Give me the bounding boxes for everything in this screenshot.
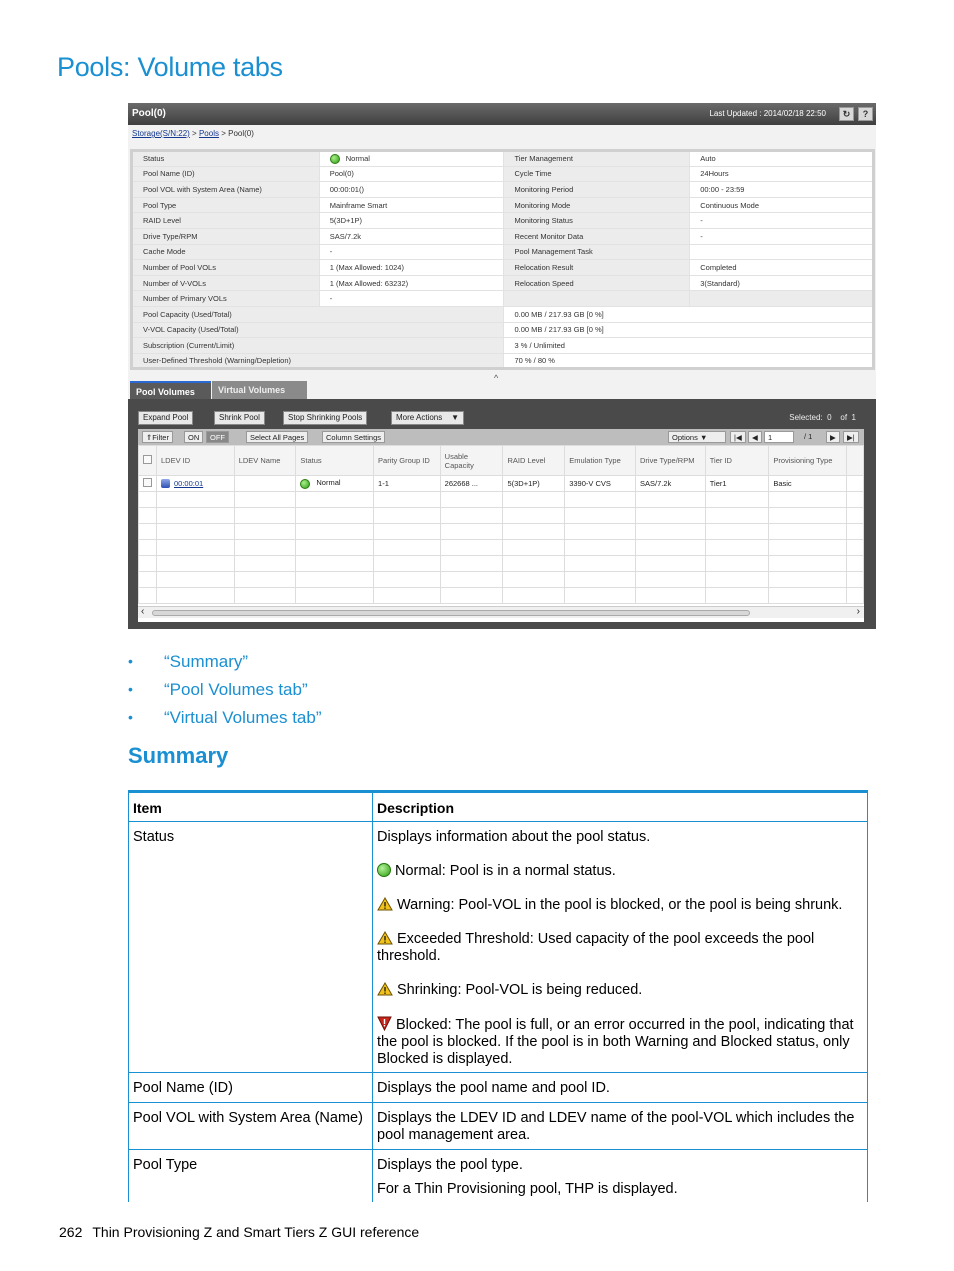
col-usable-capacity[interactable]: Usable Capacity [440, 446, 503, 476]
summary-row [132, 260, 874, 276]
ref-item: Pool VOL with System Area (Name) [129, 1103, 373, 1150]
tier-id-cell: Tier1 [705, 476, 769, 492]
ref-row-pool-name [129, 1073, 868, 1103]
pool-volumes-table [138, 445, 864, 604]
ref-item: Pool Name (ID) [129, 1073, 373, 1103]
status-shrinking [377, 982, 863, 999]
breadcrumb-pools[interactable]: Pools [198, 129, 219, 138]
summary-key: Pool Type [132, 197, 320, 213]
collapse-icon[interactable]: ^ [494, 373, 499, 383]
window-title: Pool(0) [132, 108, 166, 119]
pool-type-desc2: For a Thin Provisioning pool, THP is displayed. [377, 1181, 678, 1197]
threshold-warning-icon [377, 931, 393, 945]
summary-value: SAS/7.2k [319, 228, 504, 244]
section-links [128, 652, 321, 736]
normal-status-icon [377, 863, 391, 877]
col-description: Description [373, 792, 868, 822]
summary-value: Completed [690, 260, 874, 276]
options-button[interactable] [668, 431, 726, 443]
summary-row [132, 291, 874, 307]
ref-header-row [129, 792, 868, 822]
summary-value: - [690, 213, 874, 229]
stop-shrinking-button[interactable]: Stop Shrinking Pools [283, 411, 367, 425]
more-actions-label: More Actions [396, 413, 443, 422]
link-summary-text[interactable]: “Summary” [164, 652, 249, 671]
usable-capacity-cell: 262668 ... [440, 476, 503, 492]
summary-value: 3 % / Unlimited [504, 338, 874, 354]
summary-row [132, 213, 874, 229]
bullet: • [128, 653, 133, 669]
summary-key: Number of Pool VOLs [132, 260, 320, 276]
breadcrumb-separator: > [192, 129, 197, 138]
summary-row [132, 197, 874, 213]
first-page-icon[interactable]: |◀ [730, 431, 746, 443]
table-row[interactable] [139, 476, 864, 492]
summary-key: Drive Type/RPM [132, 228, 320, 244]
normal-status-icon [330, 154, 340, 164]
summary-value: 5(3D+1P) [319, 213, 504, 229]
footer-text: Thin Provisioning Z and Smart Tiers Z GUI reference [92, 1224, 420, 1240]
ref-row-pool-vol [129, 1103, 868, 1150]
status-exceeded [377, 931, 863, 965]
summary-key: Number of Primary VOLs [132, 291, 320, 307]
summary-value-empty [690, 291, 874, 307]
last-page-icon[interactable]: ▶| [843, 431, 859, 443]
select-all-checkbox[interactable] [139, 446, 157, 476]
status-blocked-text: Blocked: The pool is full, or an error occurred in the pool, indicating that the pool is blocked. If the pool is in both Warning and Blocked status, only Blocked is displayed. [377, 1017, 854, 1067]
prev-page-icon[interactable]: ◀ [748, 431, 762, 443]
summary-row [132, 182, 874, 198]
summary-value: 0.00 MB / 217.93 GB [0 %] [504, 306, 874, 322]
page-total: / 1 [804, 432, 813, 441]
summary-key: Pool Management Task [504, 244, 690, 260]
page-title: Pools: Volume tabs [57, 52, 283, 82]
page-footer [59, 1224, 419, 1240]
column-settings-button[interactable]: Column Settings [322, 431, 385, 443]
status-warning [377, 897, 863, 914]
ldev-id-link[interactable]: 00:00:01 [174, 478, 204, 488]
drive-type-cell: SAS/7.2k [636, 476, 706, 492]
selected-count: 0 [827, 413, 832, 422]
section-heading: Summary [128, 743, 229, 768]
summary-key: Relocation Speed [504, 275, 690, 291]
empty-row [139, 556, 864, 572]
col-drive-type[interactable]: Drive Type/RPM [636, 446, 706, 476]
summary-key: Monitoring Status [504, 213, 690, 229]
summary-row [132, 166, 874, 182]
volume-tabs [128, 381, 876, 399]
breadcrumb-current: Pool(0) [228, 129, 254, 138]
summary-key: Subscription (Current/Limit) [132, 338, 504, 354]
spacer-cell [847, 476, 864, 492]
breadcrumb-separator: > [221, 129, 226, 138]
summary-row [132, 275, 874, 291]
summary-value: 24Hours [690, 166, 874, 182]
link-summary[interactable] [128, 652, 321, 680]
filter-off-toggle[interactable]: OFF [206, 431, 229, 443]
summary-key: Status [132, 151, 320, 167]
summary-value: Mainframe Smart [319, 197, 504, 213]
raid-level-cell: 5(3D+1P) [503, 476, 565, 492]
summary-key: Pool Capacity (Used/Total) [132, 306, 504, 322]
summary-wide-row [132, 353, 874, 369]
summary-key-empty [504, 291, 690, 307]
ref-description: Displays the LDEV ID and LDEV name of the pool-VOL which includes the pool management area. [373, 1103, 868, 1150]
status-cell [296, 476, 374, 492]
summary-value: 3(Standard) [690, 275, 874, 291]
selection-count [789, 413, 856, 422]
summary-key: Number of V-VOLs [132, 275, 320, 291]
window-titlebar [128, 103, 876, 125]
summary-wide-row [132, 306, 874, 322]
pool-summary-table [130, 149, 875, 370]
summary-value [690, 244, 874, 260]
ref-item: Pool Type [129, 1150, 373, 1203]
tab-pool-volumes[interactable]: Pool Volumes [130, 381, 211, 399]
ref-row-pool-type [129, 1150, 868, 1203]
status-blocked [377, 1016, 863, 1068]
col-tier-id[interactable]: Tier ID [705, 446, 769, 476]
col-spacer [847, 446, 864, 476]
summary-value: - [690, 228, 874, 244]
next-page-icon[interactable]: ▶ [826, 431, 840, 443]
col-emulation-type[interactable]: Emulation Type [565, 446, 636, 476]
status-normal [377, 863, 863, 880]
pool-volumes-panel [128, 399, 876, 629]
ref-item: Status [129, 822, 373, 1073]
status-shrinking-text: Shrinking: Pool-VOL is being reduced. [397, 982, 643, 998]
empty-row [139, 588, 864, 604]
summary-key: User-Defined Threshold (Warning/Depletion) [132, 353, 504, 369]
warning-icon [377, 897, 393, 911]
tab-virtual-volumes[interactable]: Virtual Volumes [212, 381, 307, 399]
pool-type-desc: Displays the pool type. [377, 1157, 523, 1173]
breadcrumb [132, 129, 254, 138]
blocked-icon [377, 1016, 392, 1031]
grid-header-row [139, 446, 864, 476]
scroll-thumb[interactable] [152, 610, 750, 616]
empty-row [139, 572, 864, 588]
scroll-right-icon[interactable]: › [856, 606, 860, 617]
summary-value: 00:00 - 23:59 [690, 182, 874, 198]
col-status[interactable]: Status [296, 446, 374, 476]
ref-description [373, 1150, 868, 1203]
ldev-cube-icon [161, 479, 170, 488]
summary-value: Pool(0) [319, 166, 504, 182]
link-pool-volumes-tab[interactable] [128, 680, 321, 708]
summary-value: 0.00 MB / 217.93 GB [0 %] [504, 322, 874, 338]
link-virtual-volumes-text[interactable]: “Virtual Volumes tab” [164, 708, 322, 727]
grid-toolbar [138, 429, 864, 445]
col-raid-level[interactable]: RAID Level [503, 446, 565, 476]
options-label: Options [672, 433, 698, 442]
help-icon[interactable]: ? [858, 107, 873, 121]
col-ldev-id[interactable]: LDEV ID [157, 446, 235, 476]
summary-value: 1 (Max Allowed: 1024) [319, 260, 504, 276]
expand-pool-button[interactable]: Expand Pool [138, 411, 193, 425]
summary-row [132, 228, 874, 244]
summary-value: Normal [345, 153, 370, 163]
total-count: 1 [851, 413, 856, 422]
chevron-down-icon: ▼ [451, 413, 460, 422]
summary-value: Continuous Mode [690, 197, 874, 213]
ref-description [373, 822, 868, 1073]
summary-value: 1 (Max Allowed: 63232) [319, 275, 504, 291]
empty-row [139, 508, 864, 524]
summary-key: Tier Management [504, 151, 690, 167]
col-parity-group[interactable]: Parity Group ID [374, 446, 441, 476]
summary-key: Recent Monitor Data [504, 228, 690, 244]
summary-value: 00:00:01() [319, 182, 504, 198]
filter-button[interactable]: ⇑Filter [142, 431, 173, 443]
summary-reference-table [128, 790, 868, 1202]
checkbox[interactable] [143, 478, 152, 487]
chevron-down-icon: ▼ [699, 433, 708, 442]
summary-wide-row [132, 338, 874, 354]
last-updated: Last Updated : 2014/02/18 22:50 [709, 109, 826, 118]
shrinking-warning-icon [377, 982, 393, 996]
provisioning-type-cell: Basic [769, 476, 847, 492]
shrink-pool-button[interactable]: Shrink Pool [214, 411, 265, 425]
parity-group-cell: 1-1 [374, 476, 441, 492]
ref-description: Displays the pool name and pool ID. [373, 1073, 868, 1103]
summary-key: V-VOL Capacity (Used/Total) [132, 322, 504, 338]
summary-value: 70 % / 80 % [504, 353, 874, 369]
summary-value: - [319, 291, 504, 307]
link-pool-volumes-text[interactable]: “Pool Volumes tab” [164, 680, 308, 699]
summary-row [132, 151, 874, 167]
filter-on-toggle[interactable]: ON [184, 431, 203, 443]
page-number: 262 [59, 1224, 83, 1240]
breadcrumb-storage[interactable]: Storage(S/N:22) [132, 129, 190, 138]
ref-row-status [129, 822, 868, 1073]
empty-row [139, 524, 864, 540]
summary-key: Monitoring Mode [504, 197, 690, 213]
row-checkbox-cell[interactable] [139, 476, 157, 492]
summary-key: Cache Mode [132, 244, 320, 260]
summary-value: Auto [690, 151, 874, 167]
select-all-pages-button[interactable]: Select All Pages [246, 431, 308, 443]
emulation-type-cell: 3390-V CVS [565, 476, 636, 492]
status-exceeded-text: Exceeded Threshold: Used capacity of the pool exceeds the pool threshold. [377, 931, 815, 964]
summary-key: Pool Name (ID) [132, 166, 320, 182]
more-actions-button[interactable] [391, 411, 464, 425]
summary-key: Monitoring Period [504, 182, 690, 198]
empty-row [139, 492, 864, 508]
of-label: of [840, 413, 848, 422]
status-intro: Displays information about the pool status. [377, 829, 651, 845]
summary-value: - [319, 244, 504, 260]
empty-row [139, 540, 864, 556]
refresh-icon[interactable]: ↻ [839, 107, 854, 121]
summary-key: Pool VOL with System Area (Name) [132, 182, 320, 198]
normal-status-icon [300, 479, 310, 489]
bullet: • [128, 709, 133, 725]
status-text: Normal [316, 478, 341, 488]
selected-label: Selected: [789, 413, 823, 422]
scroll-left-icon[interactable]: ‹ [141, 606, 145, 617]
pool-screenshot [128, 103, 876, 629]
horizontal-scrollbar[interactable] [138, 606, 864, 618]
summary-key: Cycle Time [504, 166, 690, 182]
checkbox[interactable] [143, 455, 152, 464]
ldev-name-cell [234, 476, 296, 492]
bullet: • [128, 681, 133, 697]
page-input[interactable]: 1 [764, 431, 794, 443]
ldev-id-cell[interactable] [157, 476, 235, 492]
pool-volumes-grid [138, 429, 864, 622]
summary-key: RAID Level [132, 213, 320, 229]
summary-value-status [319, 151, 504, 167]
status-warning-text: Warning: Pool-VOL in the pool is blocked, or the pool is being shrunk. [397, 897, 843, 913]
summary-wide-row [132, 322, 874, 338]
col-ldev-name[interactable]: LDEV Name [234, 446, 296, 476]
summary-key: Relocation Result [504, 260, 690, 276]
status-normal-text: Normal: Pool is in a normal status. [395, 863, 616, 879]
col-provisioning-type[interactable]: Provisioning Type [769, 446, 847, 476]
link-virtual-volumes-tab[interactable] [128, 708, 321, 736]
col-item: Item [129, 792, 373, 822]
summary-row [132, 244, 874, 260]
